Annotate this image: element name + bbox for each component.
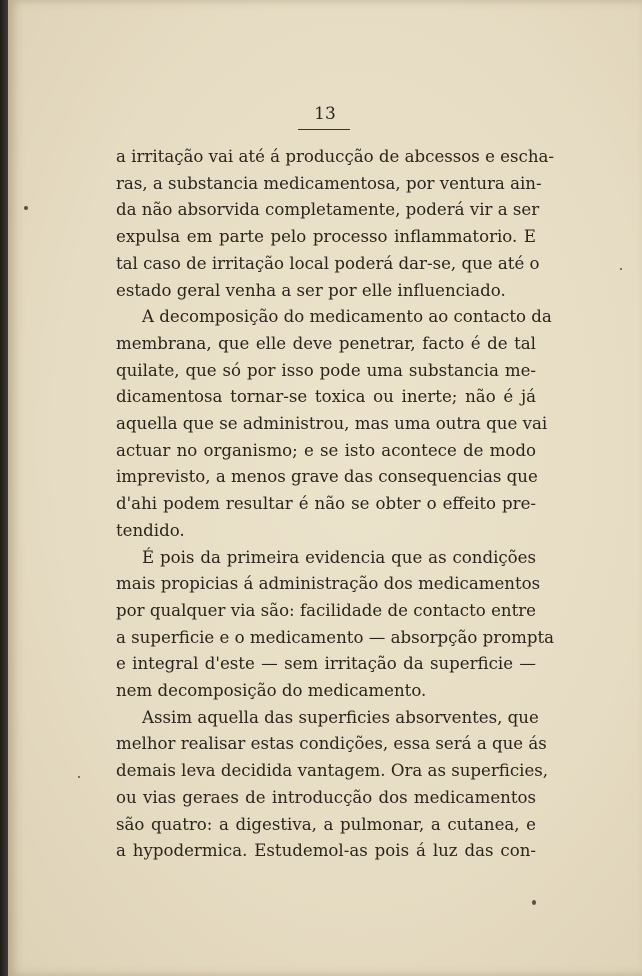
paper-speck bbox=[532, 900, 536, 905]
paragraph-3 bbox=[116, 545, 555, 705]
text-line: d'ahi podem resultar é não se obter o effeito pre- bbox=[116, 494, 536, 514]
page-number-rule bbox=[298, 129, 350, 130]
text-line: a irritação vai até á producção de abcessos e escha- bbox=[116, 147, 555, 166]
text-line: dicamentosa tornar-se toxica ou inerte; não é já bbox=[116, 387, 536, 407]
body-text bbox=[116, 144, 555, 865]
paper-speck bbox=[78, 776, 80, 778]
text-line: É pois da primeira evidencia que as condições bbox=[142, 547, 536, 567]
text-line: actuar no organismo; e se isto acontece de modo bbox=[116, 440, 536, 460]
paragraph-4 bbox=[116, 705, 549, 865]
text-line: e integral d'este — sem irritação da superficie — bbox=[116, 654, 536, 674]
text-line: nem decomposição do medicamento. bbox=[116, 681, 427, 701]
text-line: membrana, que elle deve penetrar, facto é de tal bbox=[116, 333, 536, 353]
text-line: melhor realisar estas condições, essa será a que ás bbox=[116, 734, 547, 754]
text-line: a hypodermica. Estudemol-as pois á luz das con- bbox=[116, 841, 536, 861]
text-line: expulsa em parte pelo processo inflammatorio. E bbox=[116, 227, 536, 247]
text-line: são quatro: a digestiva, a pulmonar, a cutanea, e bbox=[116, 814, 536, 834]
text-line: ou vias geraes de introducção dos medicamentos bbox=[116, 787, 536, 807]
text-line: a superficie e o medicamento — absorpção prompta bbox=[116, 627, 555, 647]
text-line: estado geral venha a ser por elle influenciado. bbox=[116, 280, 506, 300]
text-line: tal caso de irritação local poderá dar-se, que até o bbox=[116, 253, 540, 273]
text-line: imprevisto, a menos grave das consequencias que bbox=[116, 467, 538, 487]
paper-speck bbox=[620, 268, 622, 270]
text-line: ras, a substancia medicamentosa, por ventura ain- bbox=[116, 173, 542, 193]
text-line: A decomposição do medicamento ao contacto da bbox=[142, 307, 552, 327]
text-line: por qualquer via são: facilidade de contacto entre bbox=[116, 600, 536, 620]
text-line: mais propicias á administração dos medicamentos bbox=[116, 574, 541, 594]
text-line: Assim aquella das superficies absorventes, que bbox=[142, 707, 539, 727]
text-line: demais leva decidida vantagem. Ora as superficies, bbox=[116, 761, 549, 781]
text-line: aquella que se administrou, mas uma outra que vai bbox=[116, 414, 548, 434]
page-number: 13 bbox=[314, 104, 336, 124]
text-line: da não absorvida completamente, poderá vir a ser bbox=[116, 200, 540, 220]
paragraph-2 bbox=[116, 304, 552, 544]
text-line: quilate, que só por isso pode uma substancia me- bbox=[116, 360, 536, 380]
text-line: tendido. bbox=[116, 520, 185, 540]
paragraph-1 bbox=[116, 144, 555, 304]
paper-speck bbox=[24, 206, 28, 210]
